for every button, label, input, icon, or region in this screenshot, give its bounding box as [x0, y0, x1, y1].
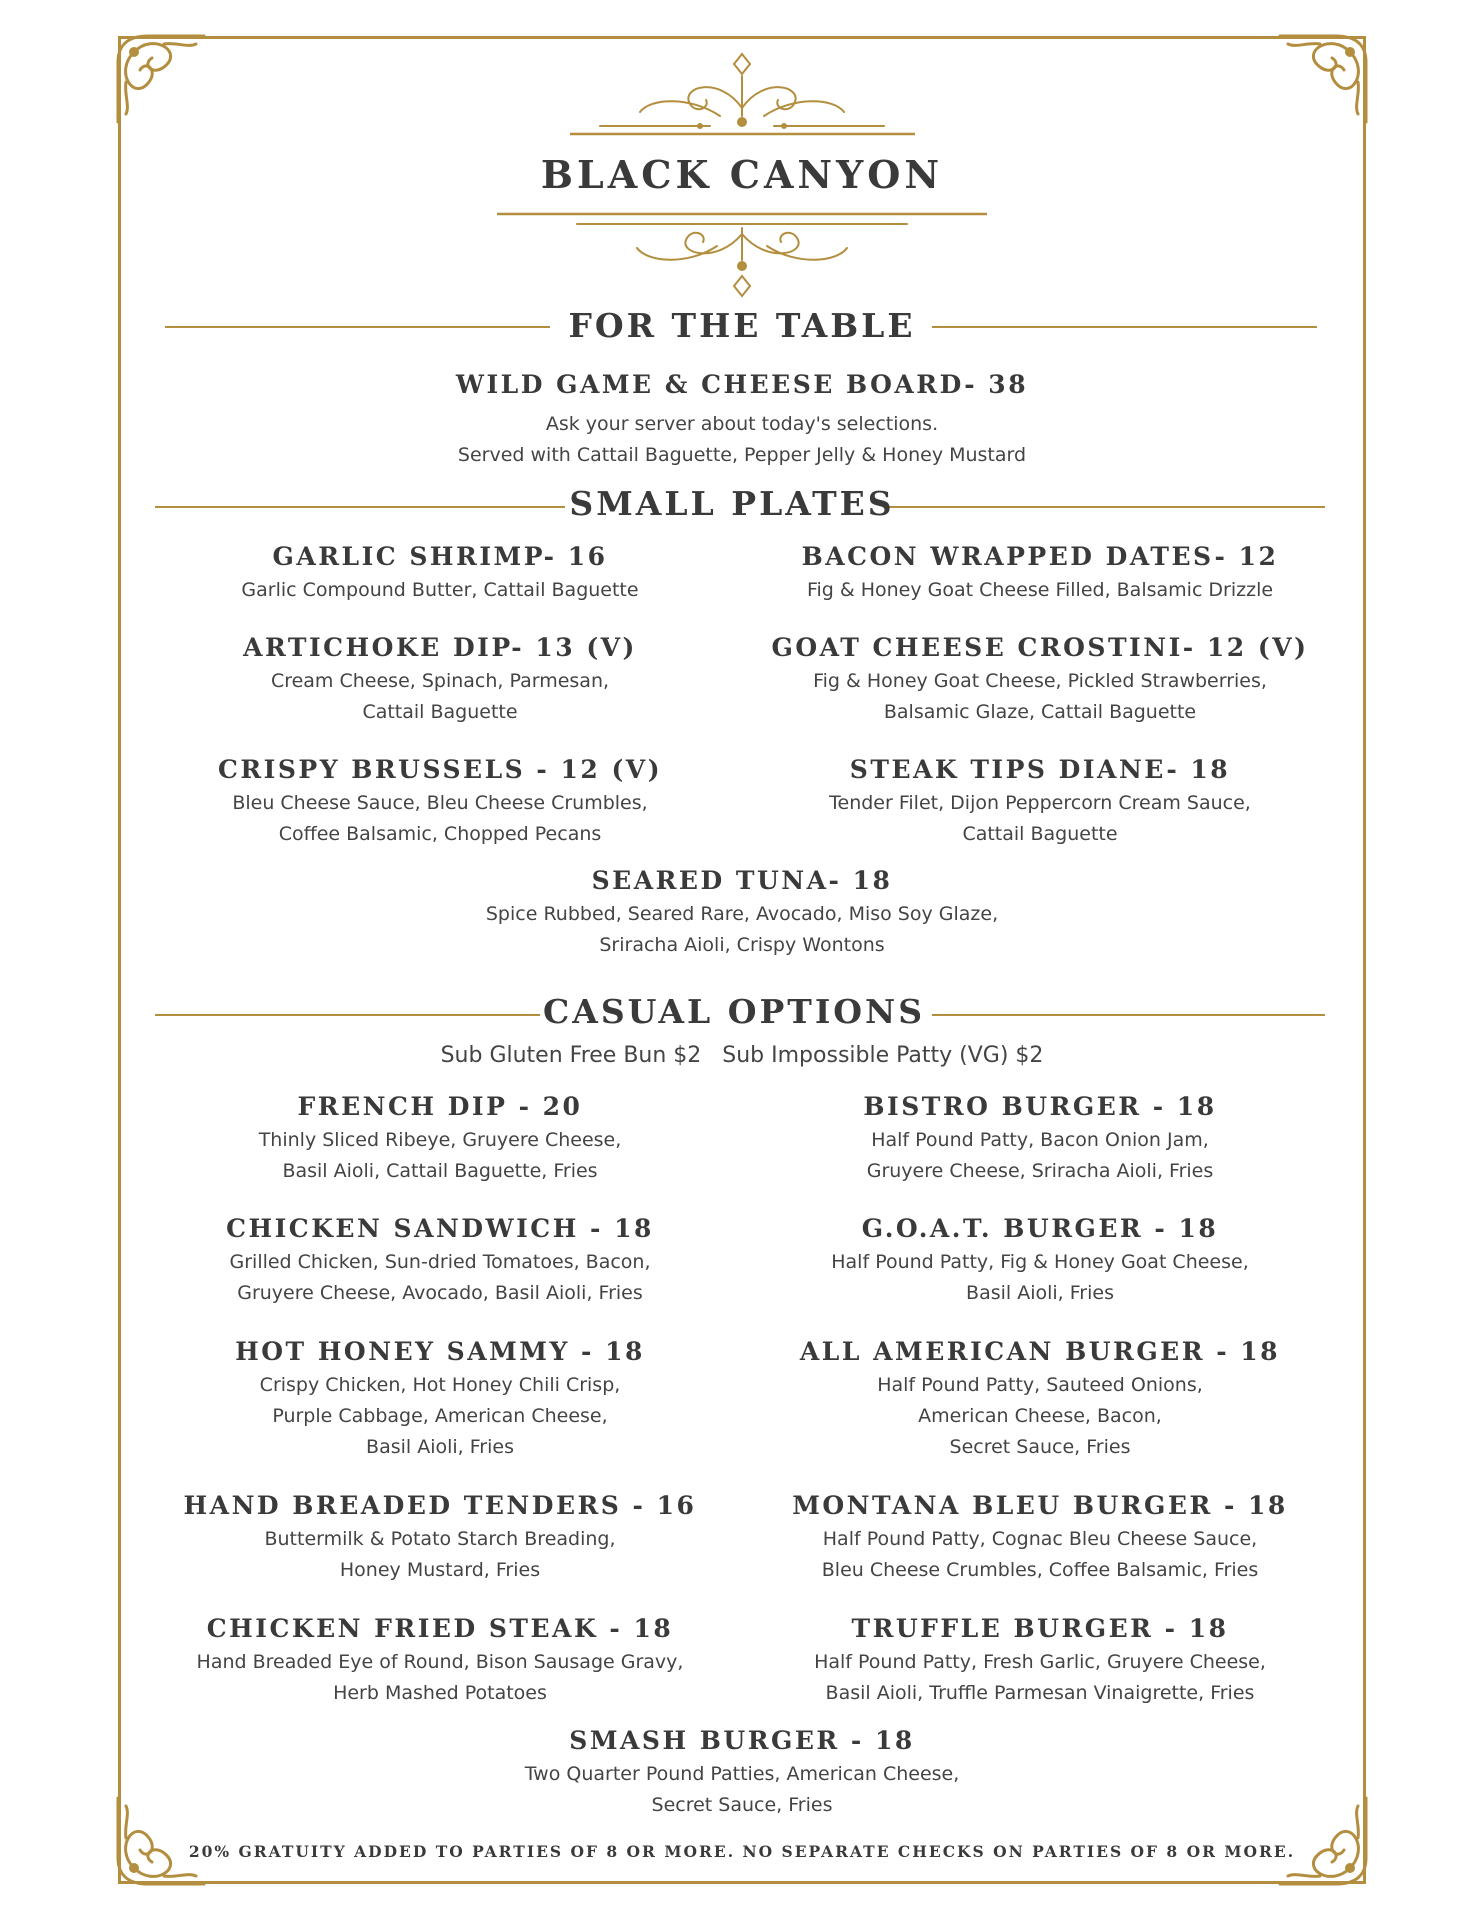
item-desc: Served with Cattail Baguette, Pepper Jelly & Honey Mustard [457, 444, 1027, 466]
menu-item [150, 1214, 730, 1309]
menu-item [0, 866, 1484, 961]
item-desc: Bleu Cheese Sauce, Bleu Cheese Crumbles, [232, 792, 648, 814]
item-title: ALL AMERICAN BURGER - 18 [799, 1337, 1281, 1366]
item-desc: Buttermilk & Potato Starch Breading, [264, 1528, 616, 1550]
corner-flourish-icon [104, 22, 214, 132]
section-heading-small-plates: SMALL PLATES [569, 484, 895, 523]
item-title: HOT HONEY SAMMY - 18 [235, 1337, 645, 1366]
item-title: CHICKEN FRIED STEAK - 18 [206, 1614, 674, 1643]
menu-item [755, 633, 1325, 728]
item-title: FRENCH DIP - 20 [297, 1092, 583, 1121]
item-desc: Garlic Compound Butter, Cattail Baguette [241, 579, 639, 601]
item-desc: Spice Rubbed, Seared Rare, Avocado, Miso Soy Glaze, [485, 903, 999, 925]
menu-item [150, 1337, 730, 1463]
item-desc: Tender Filet, Dijon Peppercorn Cream Sauce, [829, 792, 1251, 814]
menu-item [755, 755, 1325, 850]
title-ornament-bottom-icon [497, 210, 987, 306]
item-desc: Half Pound Patty, Cognac Bleu Cheese Sauce, [822, 1528, 1258, 1550]
gratuity-note: 20% GRATUITY ADDED TO PARTIES OF 8 OR MORE. NO SEPARATE CHECKS ON PARTIES OF 8 OR MORE. [188, 1842, 1296, 1861]
item-title: CHICKEN SANDWICH - 18 [226, 1214, 654, 1243]
item-desc: Fig & Honey Goat Cheese, Pickled Strawberries, [813, 670, 1267, 692]
item-title: CRISPY BRUSSELS - 12 (V) [217, 755, 663, 784]
menu-item [150, 1491, 730, 1586]
item-desc: Fig & Honey Goat Cheese Filled, Balsamic Drizzle [806, 579, 1274, 601]
item-title: STEAK TIPS DIANE- 18 [849, 755, 1231, 784]
corner-flourish-icon [1270, 22, 1380, 132]
menu-item [755, 1092, 1325, 1187]
item-title: HAND BREADED TENDERS - 16 [183, 1491, 697, 1520]
item-desc: Coffee Balsamic, Chopped Pecans [278, 823, 602, 845]
item-desc: Cattail Baguette [962, 823, 1118, 845]
item-desc: Basil Aioli, Truffle Parmesan Vinaigrette, Fries [825, 1682, 1255, 1704]
item-title: GARLIC SHRIMP- 16 [272, 542, 608, 571]
menu-item [150, 1614, 730, 1709]
item-desc: Half Pound Patty, Sauteed Onions, [877, 1374, 1203, 1396]
item-desc: Bleu Cheese Crumbles, Coffee Balsamic, Fries [821, 1559, 1259, 1581]
item-desc: Cattail Baguette [362, 701, 518, 723]
menu-item [150, 542, 730, 606]
menu-item [150, 1092, 730, 1187]
menu-item [0, 1726, 1484, 1821]
item-title: GOAT CHEESE CROSTINI- 12 (V) [771, 633, 1309, 662]
item-title-wild-game-board: WILD GAME & CHEESE BOARD- 38 [455, 370, 1029, 399]
menu-item [755, 1491, 1325, 1586]
item-title: MONTANA BLEU BURGER - 18 [792, 1491, 1288, 1520]
item-title: SMASH BURGER - 18 [569, 1726, 915, 1755]
item-desc: Half Pound Patty, Fig & Honey Goat Cheese, [831, 1251, 1249, 1273]
item-desc: Honey Mustard, Fries [339, 1559, 541, 1581]
menu-item [755, 1337, 1325, 1463]
item-desc: Half Pound Patty, Bacon Onion Jam, [871, 1129, 1209, 1151]
restaurant-title: BLACK CANYON [540, 152, 944, 197]
item-desc: Hand Breaded Eye of Round, Bison Sausage Gravy, [196, 1651, 684, 1673]
item-title: SEARED TUNA- 18 [591, 866, 893, 895]
item-desc: Crispy Chicken, Hot Honey Chili Crisp, [259, 1374, 621, 1396]
item-title: BISTRO BURGER - 18 [863, 1092, 1217, 1121]
item-desc: Gruyere Cheese, Sriracha Aioli, Fries [866, 1160, 1214, 1182]
menu-item [755, 1614, 1325, 1709]
item-desc: Herb Mashed Potatoes [333, 1682, 547, 1704]
item-desc: Basil Aioli, Fries [366, 1436, 514, 1458]
item-desc: Secret Sauce, Fries [651, 1794, 833, 1816]
menu-item [755, 542, 1325, 606]
item-desc: Cream Cheese, Spinach, Parmesan, [270, 670, 610, 692]
item-desc: Thinly Sliced Ribeye, Gruyere Cheese, [258, 1129, 622, 1151]
item-desc: Two Quarter Pound Patties, American Cheese, [524, 1763, 960, 1785]
menu-item [755, 1214, 1325, 1309]
item-title: G.O.A.T. BURGER - 18 [861, 1214, 1219, 1243]
item-desc: Sriracha Aioli, Crispy Wontons [599, 934, 885, 956]
substitution-note: Sub Gluten Free Bun $2 Sub Impossible Patty (VG) $2 [440, 1043, 1044, 1068]
title-ornament-top-icon [570, 46, 915, 136]
item-desc: Half Pound Patty, Fresh Garlic, Gruyere Cheese, [814, 1651, 1266, 1673]
item-desc: Purple Cabbage, American Cheese, [272, 1405, 608, 1427]
item-desc: Secret Sauce, Fries [949, 1436, 1131, 1458]
item-desc: Grilled Chicken, Sun-dried Tomatoes, Bacon, [229, 1251, 651, 1273]
item-title: ARTICHOKE DIP- 13 (V) [243, 633, 637, 662]
item-desc: Balsamic Glaze, Cattail Baguette [883, 701, 1197, 723]
item-title: BACON WRAPPED DATES- 12 [801, 542, 1279, 571]
item-title: TRUFFLE BURGER - 18 [851, 1614, 1229, 1643]
item-desc: American Cheese, Bacon, [918, 1405, 1162, 1427]
section-heading-casual-options: CASUAL OPTIONS [542, 992, 926, 1031]
menu-item [150, 633, 730, 728]
item-desc: Basil Aioli, Fries [966, 1282, 1114, 1304]
menu-item [150, 755, 730, 850]
item-desc: Ask your server about today's selections. [545, 413, 939, 435]
item-desc: Basil Aioli, Cattail Baguette, Fries [282, 1160, 598, 1182]
section-heading-for-the-table: FOR THE TABLE [568, 306, 916, 345]
item-desc: Gruyere Cheese, Avocado, Basil Aioli, Fries [237, 1282, 643, 1304]
